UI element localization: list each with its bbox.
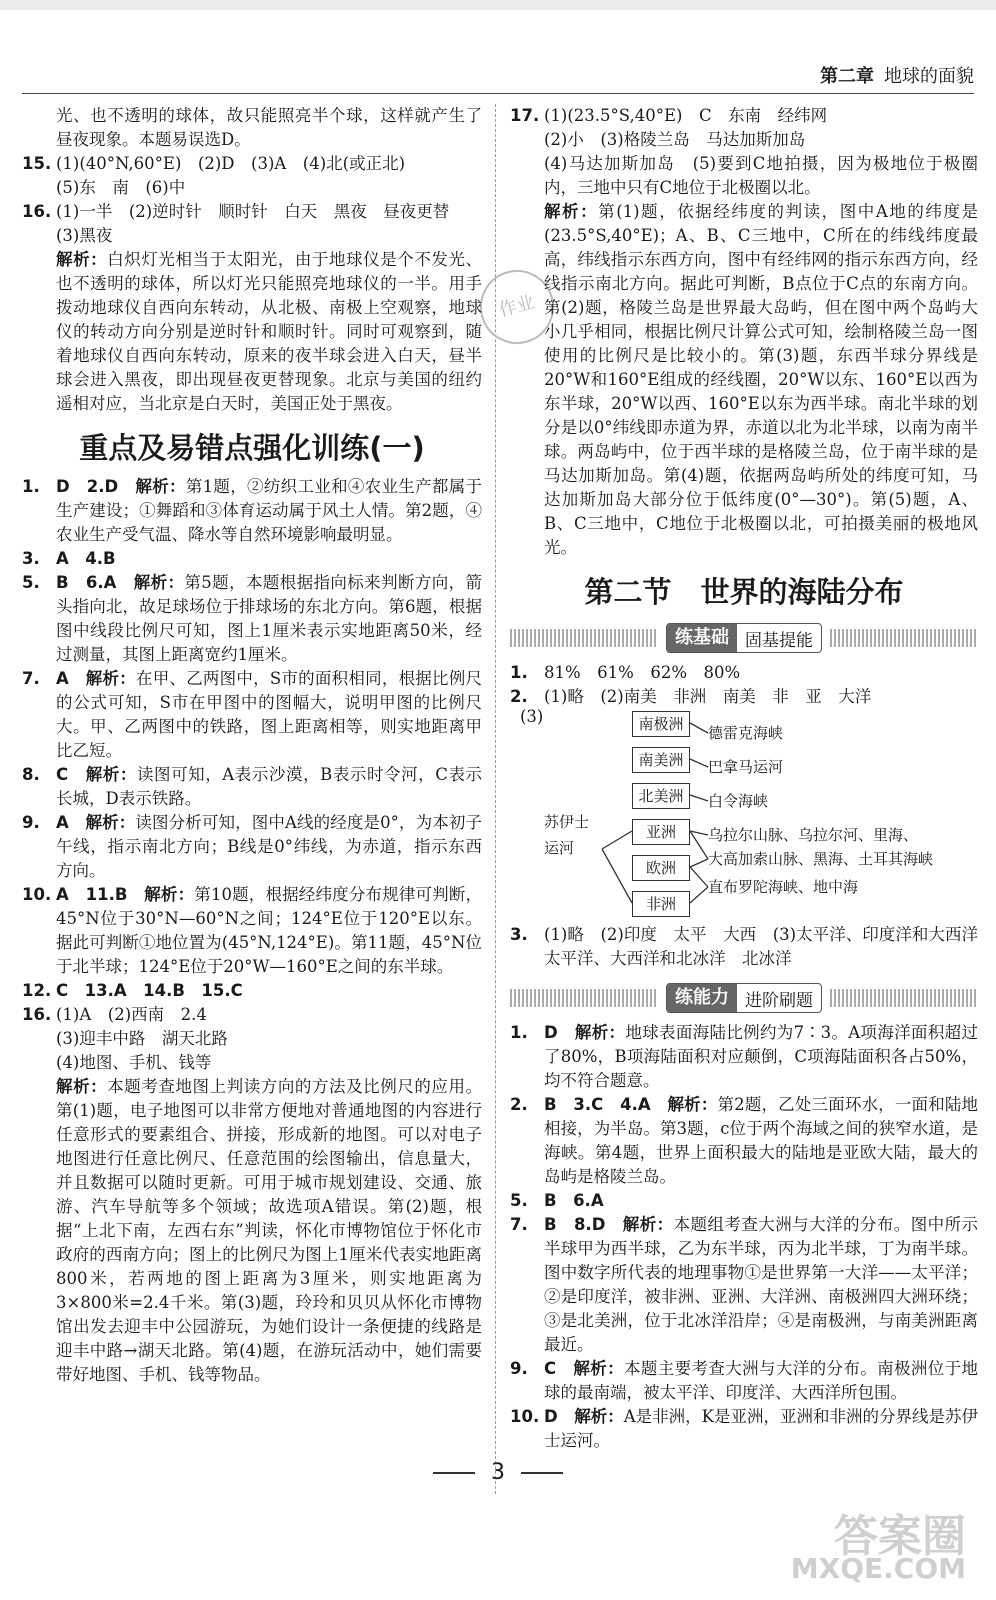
answer-item: 7. A 解析：在甲、乙两图中，S市的面积相同，根据比例尺的公式可知，S市在甲图中的图幅大，说明甲图的比例尺大。甲、乙两图中的铁路，图上距离相等，则实地距离甲比乙短。 bbox=[22, 669, 483, 760]
answer-item: 9. C 解析：本题主要考查大洲与大洋的分布。南极洲位于地球的最南端，被太平洋、印度洋、大西洋所包围。 bbox=[510, 1359, 979, 1402]
suez-label: 苏伊士 运河 bbox=[544, 813, 590, 857]
answer-item: 5. B 6.A bbox=[510, 1191, 604, 1210]
answer-item: 3. A 4.B bbox=[22, 549, 116, 568]
header-rule bbox=[22, 93, 974, 94]
boundary-label: 大高加索山脉、黑海、土耳其海峡 bbox=[708, 850, 934, 868]
section-title: 第二节 世界的海陆分布 bbox=[584, 575, 904, 609]
chapter-title: 地球的面貌 bbox=[884, 66, 974, 87]
answer-item: 10. D 解析：A是非洲，K是亚洲，亚洲和非洲的分界线是苏伊士运河。 bbox=[510, 1407, 979, 1450]
answer-item: 2. B 3.C 4.A 解析：第2题，乙处三面环水，一面和陆地相接，为半岛。第3题，c位于两个海域之间的狭窄水道，是海峡。第4题，世界上面积最大的陆地是亚欧大陆，最大的岛屿是格陵兰岛。 bbox=[510, 1095, 979, 1186]
continent-box: 北美洲 bbox=[632, 783, 690, 809]
answer-item: 1. D 解析：地球表面海陆比例约为7∶3。A项海洋面积超过了80%，B项海陆面积对应颠倒，C项海陆面积各占50%，均不符合题意。 bbox=[510, 1023, 978, 1090]
boundary-label: 乌拉尔山脉、乌拉尔河、里海、 bbox=[708, 826, 919, 844]
section-band bbox=[510, 621, 978, 655]
top-bar bbox=[0, 0, 996, 10]
boundary-label: 德雷克海峡 bbox=[708, 724, 784, 742]
section-band bbox=[510, 981, 978, 1015]
answer-line: (5)东 南 (6)中 bbox=[56, 178, 186, 197]
analysis: 解析：第(1)题，依据经纬度的判读，图中A地的纬度是(23.5°S,40°E)；A、B、C三地中，C所在的纬线纬度最高，纬线指示东西方向，图中有经纬网的指示东西方向，经线指示南北方向。据此可判断，B点位于C点的东南方向。第(2)题，格陵兰岛是世界最大岛屿，但在图中两个岛屿大小几乎相同，根据比例尺计算公式可知，绘制格陵兰岛一图使用的比例尺是比较小的。第(3)题，东西半球分界线是20°W和160°E组成的经线圈，20°W以东、160°E以西为东半球，20°W以西、160°E以东为西半球。南北半球的划分是以0°纬线即赤道为界，赤道以北为北半球，以南为南半球。两岛屿中，位于西半球的是格陵兰岛，位于南半球的是马达加斯加岛。第(4)题，依据两岛屿所处的纬度可知，马达加斯加岛大部分位于低纬度(0°—30°)。第(5)题，A、B、C三地中，C地位于北极圈以北，可拍摄美丽的极地风光。 bbox=[544, 202, 979, 557]
answer-item: 17. (1)(23.5°S,40°E) C 东南 经纬网 bbox=[510, 106, 828, 125]
analysis: 解析：白炽灯光相当于太阳光，由于地球仪是个不发光、也不透明的球体，所以灯光只能照亮地球仪的一半。用手拨动地球仪自西向东转动，从北极、南极上空观察，地球仪的转动方向分别是逆时针和顺时针。同时可观察到，随着地球仪自西向东转动，原来的夜半球会进入白天，昼半球会进入黑夜，即出现昼夜更替现象。北京与美国的纽约遥相对应，当北京是白天时，美国正处于黑夜。 bbox=[56, 250, 482, 413]
dot-pattern bbox=[510, 629, 658, 647]
continent-box: 欧洲 bbox=[632, 855, 690, 881]
continent-box: 南美洲 bbox=[632, 747, 690, 773]
sub-question-label: (3) bbox=[520, 707, 544, 726]
answer-item: 16. (1)一半 (2)逆时针 顺时针 白天 黑夜 昼夜更替 (3)黑夜 bbox=[22, 202, 466, 245]
section-title: 重点及易错点强化训练(一) bbox=[79, 431, 425, 465]
band-tag: 练能力 进阶刷题 bbox=[666, 983, 822, 1013]
answer-item: 10. A 11.B 解析：第10题，根据经纬度分布规律可判断，45°N位于30°N—60°N之间；124°E位于120°E以东。据此可判断①地位置为(45°N,124°E)。第11题，45°N位于北半球；124°E位于20°W—160°E之间的东半球。 bbox=[22, 885, 483, 976]
continent-box: 南极洲 bbox=[632, 711, 690, 737]
boundary-label: 白令海峡 bbox=[708, 792, 769, 810]
answer-line: (4)马达加斯加岛 (5)要到C地拍摄，因为极地位于极圈内，三地中只有C地位于北极圈以北。 bbox=[544, 154, 978, 197]
dot-pattern bbox=[510, 989, 658, 1007]
boundary-label: 直布罗陀海峡、地中海 bbox=[708, 878, 859, 896]
boundary-label: 巴拿马运河 bbox=[708, 758, 784, 776]
chapter-label: 第二章 bbox=[820, 66, 874, 87]
answer-item: 12. C 13.A 14.B 15.C bbox=[22, 981, 243, 1000]
band-tag: 练基础 固基提能 bbox=[666, 623, 822, 653]
answer-line: (3)迎丰中路 湖天北路 bbox=[56, 1029, 228, 1048]
analysis: 解析：本题考查地图上判读方向的方法及比例尺的应用。第(1)题，电子地图可以非常方便地对普通地图的内容进行任意形式的要素组合、拼接，形成新的地图。可以对电子地图进行任意比例尺、任意范围的绘图输出，信息量大，并且数据可以随时更新。可用于城市规划建设、交通、旅游、汽车导航等多个领域；故选项A错误。第(2)题，根据“上北下南，左西右东”判读，怀化市博物馆位于怀化市政府的西南方向；图上的比例尺为图上1厘米代表实地距离800米，若两地的图上距离为3厘米，则实地距离为3×800米=2.4千米。第(3)题，玲玲和贝贝从怀化市博物馆出发去迎丰中公园游玩，为她们设计一条便捷的线路是迎丰中路→湖天北路。第(4)题，在游玩活动中，她们需要带好地图、手机、钱等物品。 bbox=[56, 1077, 482, 1384]
continent-box: 亚洲 bbox=[632, 819, 690, 845]
answer-line: (4)地图、手机、钱等 bbox=[56, 1053, 212, 1072]
paragraph: 光、也不透明的球体，故只能照亮半个球，这样就产生了昼夜现象。本题易误选D。 bbox=[56, 106, 482, 149]
answer-item: 8. C 解析：读图可知，A表示沙漠，B表示时令河，C表示长城，D表示铁路。 bbox=[22, 765, 483, 808]
page-header bbox=[820, 62, 974, 88]
answer-item: 5. B 6.A 解析：第5题，本题根据指向标来判断方向，箭头指向北，故足球场位于排球场的东北方向。第6题，根据图中线段比例尺可知，图上1厘米表示实地距离50米，经过测量，其图上距离宽约1厘米。 bbox=[22, 573, 483, 664]
dot-pattern bbox=[830, 989, 978, 1007]
answer-item: 7. B 8.D 解析：本题组考查大洲与大洋的分布。图中所示半球甲为西半球，乙为东半球，丙为北半球，丁为南半球。图中数字所代表的地理事物①是世界第一大洋——太平洋；②是印度洋，被非洲、亚洲、大洋洲、南极洲四大洲环绕；③是北美洲，位于北冰洋沿岸；④是南极洲，与南美洲距离最近。 bbox=[510, 1215, 979, 1354]
right-column bbox=[510, 104, 995, 1453]
answer-item: 1. D 2.D 解析：第1题，②纺织工业和④农业生产都属于生产建设；①舞蹈和③体育运动属于风土人情。第2题，④农业生产受气温、降水等自然环境影响最明显。 bbox=[22, 477, 483, 544]
dot-pattern bbox=[830, 629, 978, 647]
page-number: 3 bbox=[0, 1460, 996, 1485]
continent-diagram bbox=[520, 707, 978, 913]
watermark-logo: 答案圈 bbox=[834, 1511, 966, 1562]
answer-item: 2. (1)略 (2)南美 非洲 南美 非 亚 大洋 bbox=[510, 687, 872, 706]
watermark-url: MXQE.COM bbox=[790, 1552, 966, 1585]
homework-stamp: 作业 bbox=[472, 262, 563, 353]
answer-item: 15. (1)(40°N,60°E) (2)D (3)A (4)北(或正北) bbox=[22, 154, 406, 173]
answer-item: 3. (1)略 (2)印度 太平 大西 (3)太平洋、印度洋和大西洋 太平洋、大西洋和北冰洋 北冰洋 bbox=[510, 925, 995, 968]
answer-line: (2)小 (3)格陵兰岛 马达加斯加岛 bbox=[544, 130, 806, 149]
answer-item: 1. 81% 61% 62% 80% bbox=[510, 663, 741, 682]
answer-item: 9. A 解析：读图分析可知，图中A线的经度是0°，为本初子午线，指示南北方向；B线是0°纬线，为赤道，指示东西方向。 bbox=[22, 813, 483, 880]
left-column bbox=[22, 104, 482, 1387]
answer-item: 16. (1)A (2)西南 2.4 bbox=[22, 1005, 207, 1024]
continent-box: 非洲 bbox=[632, 891, 690, 917]
